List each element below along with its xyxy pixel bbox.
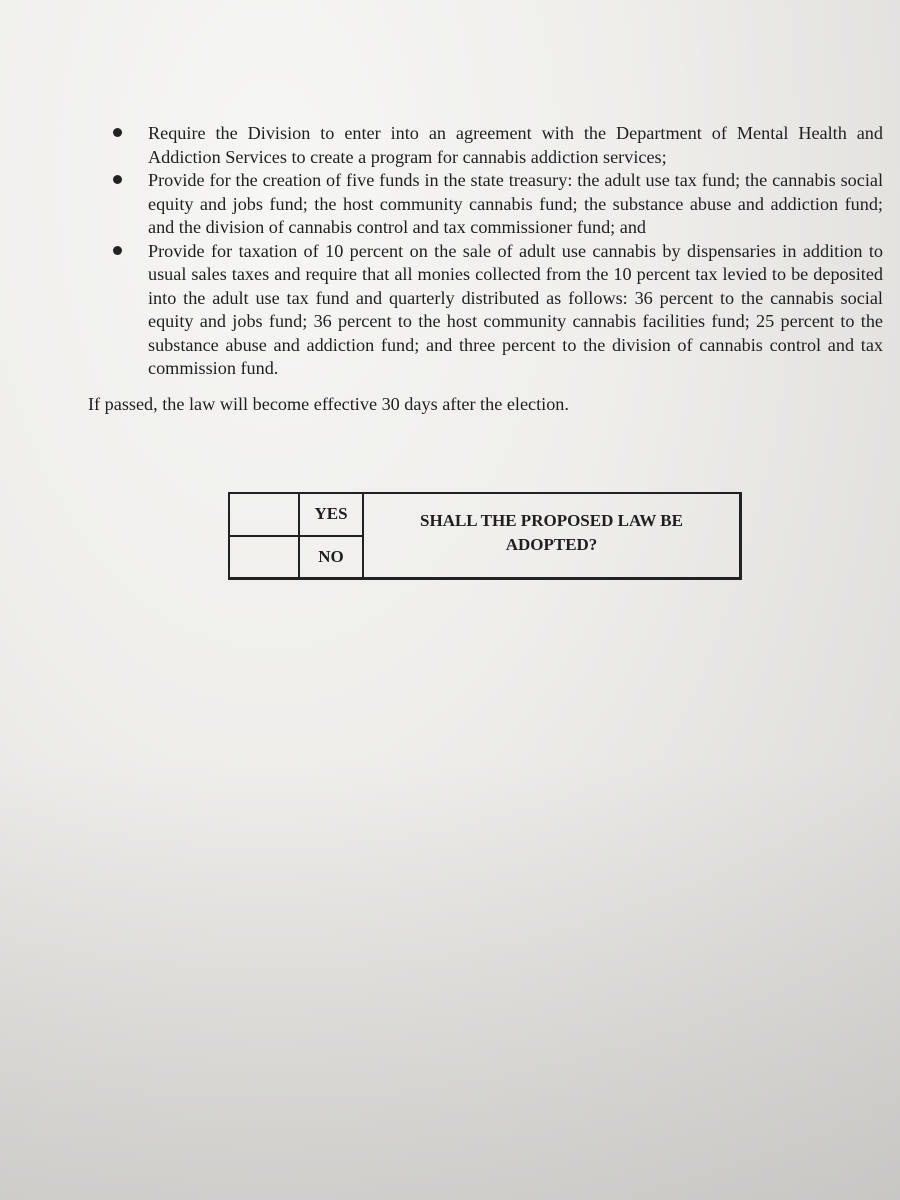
no-mark-box[interactable] (230, 537, 298, 578)
page-shadow (0, 760, 900, 1200)
bullet-text: Require the Division to enter into an agreement with the Department of Mental Health and Addiction Services to create a program for cannabis addiction services; (148, 123, 883, 167)
bullet-item (88, 122, 883, 169)
vote-mark-column (230, 494, 300, 577)
yes-label: YES (300, 494, 362, 537)
bullet-list (88, 122, 883, 381)
ballot-question: SHALL THE PROPOSED LAW BE ADOPTED? (420, 510, 683, 554)
document-body (88, 122, 883, 416)
effective-date-statement: If passed, the law will become effective 30 days after the election. (88, 393, 569, 414)
bullet-item (88, 240, 883, 381)
bullet-text: Provide for the creation of five funds in the state treasury: the adult use tax fund; the cannabis social equity and jobs fund; the host community cannabis fund; the substance abuse and addiction fund; and the division of cannabis control and tax commissioner fund; and (148, 170, 883, 237)
bullet-item (88, 169, 883, 240)
no-label: NO (318, 546, 344, 566)
yes-mark-box[interactable] (230, 494, 298, 537)
bullet-icon (113, 246, 122, 255)
bullet-icon (113, 175, 122, 184)
bullet-text: Provide for taxation of 10 percent on the sale of adult use cannabis by dispensaries in addition to usual sales taxes and require that all monies collected from the 10 percent tax levied to be deposited into the adult use tax fund and quarterly distributed as follows: 36 percent to the cannabis social equity and jobs fund; 36 percent to the host community cannabis facilities fund; 25 percent to the substance abuse and addiction fund; and three percent to the division of cannabis control and tax commission fund. (148, 240, 883, 378)
bullet-icon (113, 128, 122, 137)
vote-label-column (300, 494, 364, 577)
ballot-box (228, 492, 742, 580)
